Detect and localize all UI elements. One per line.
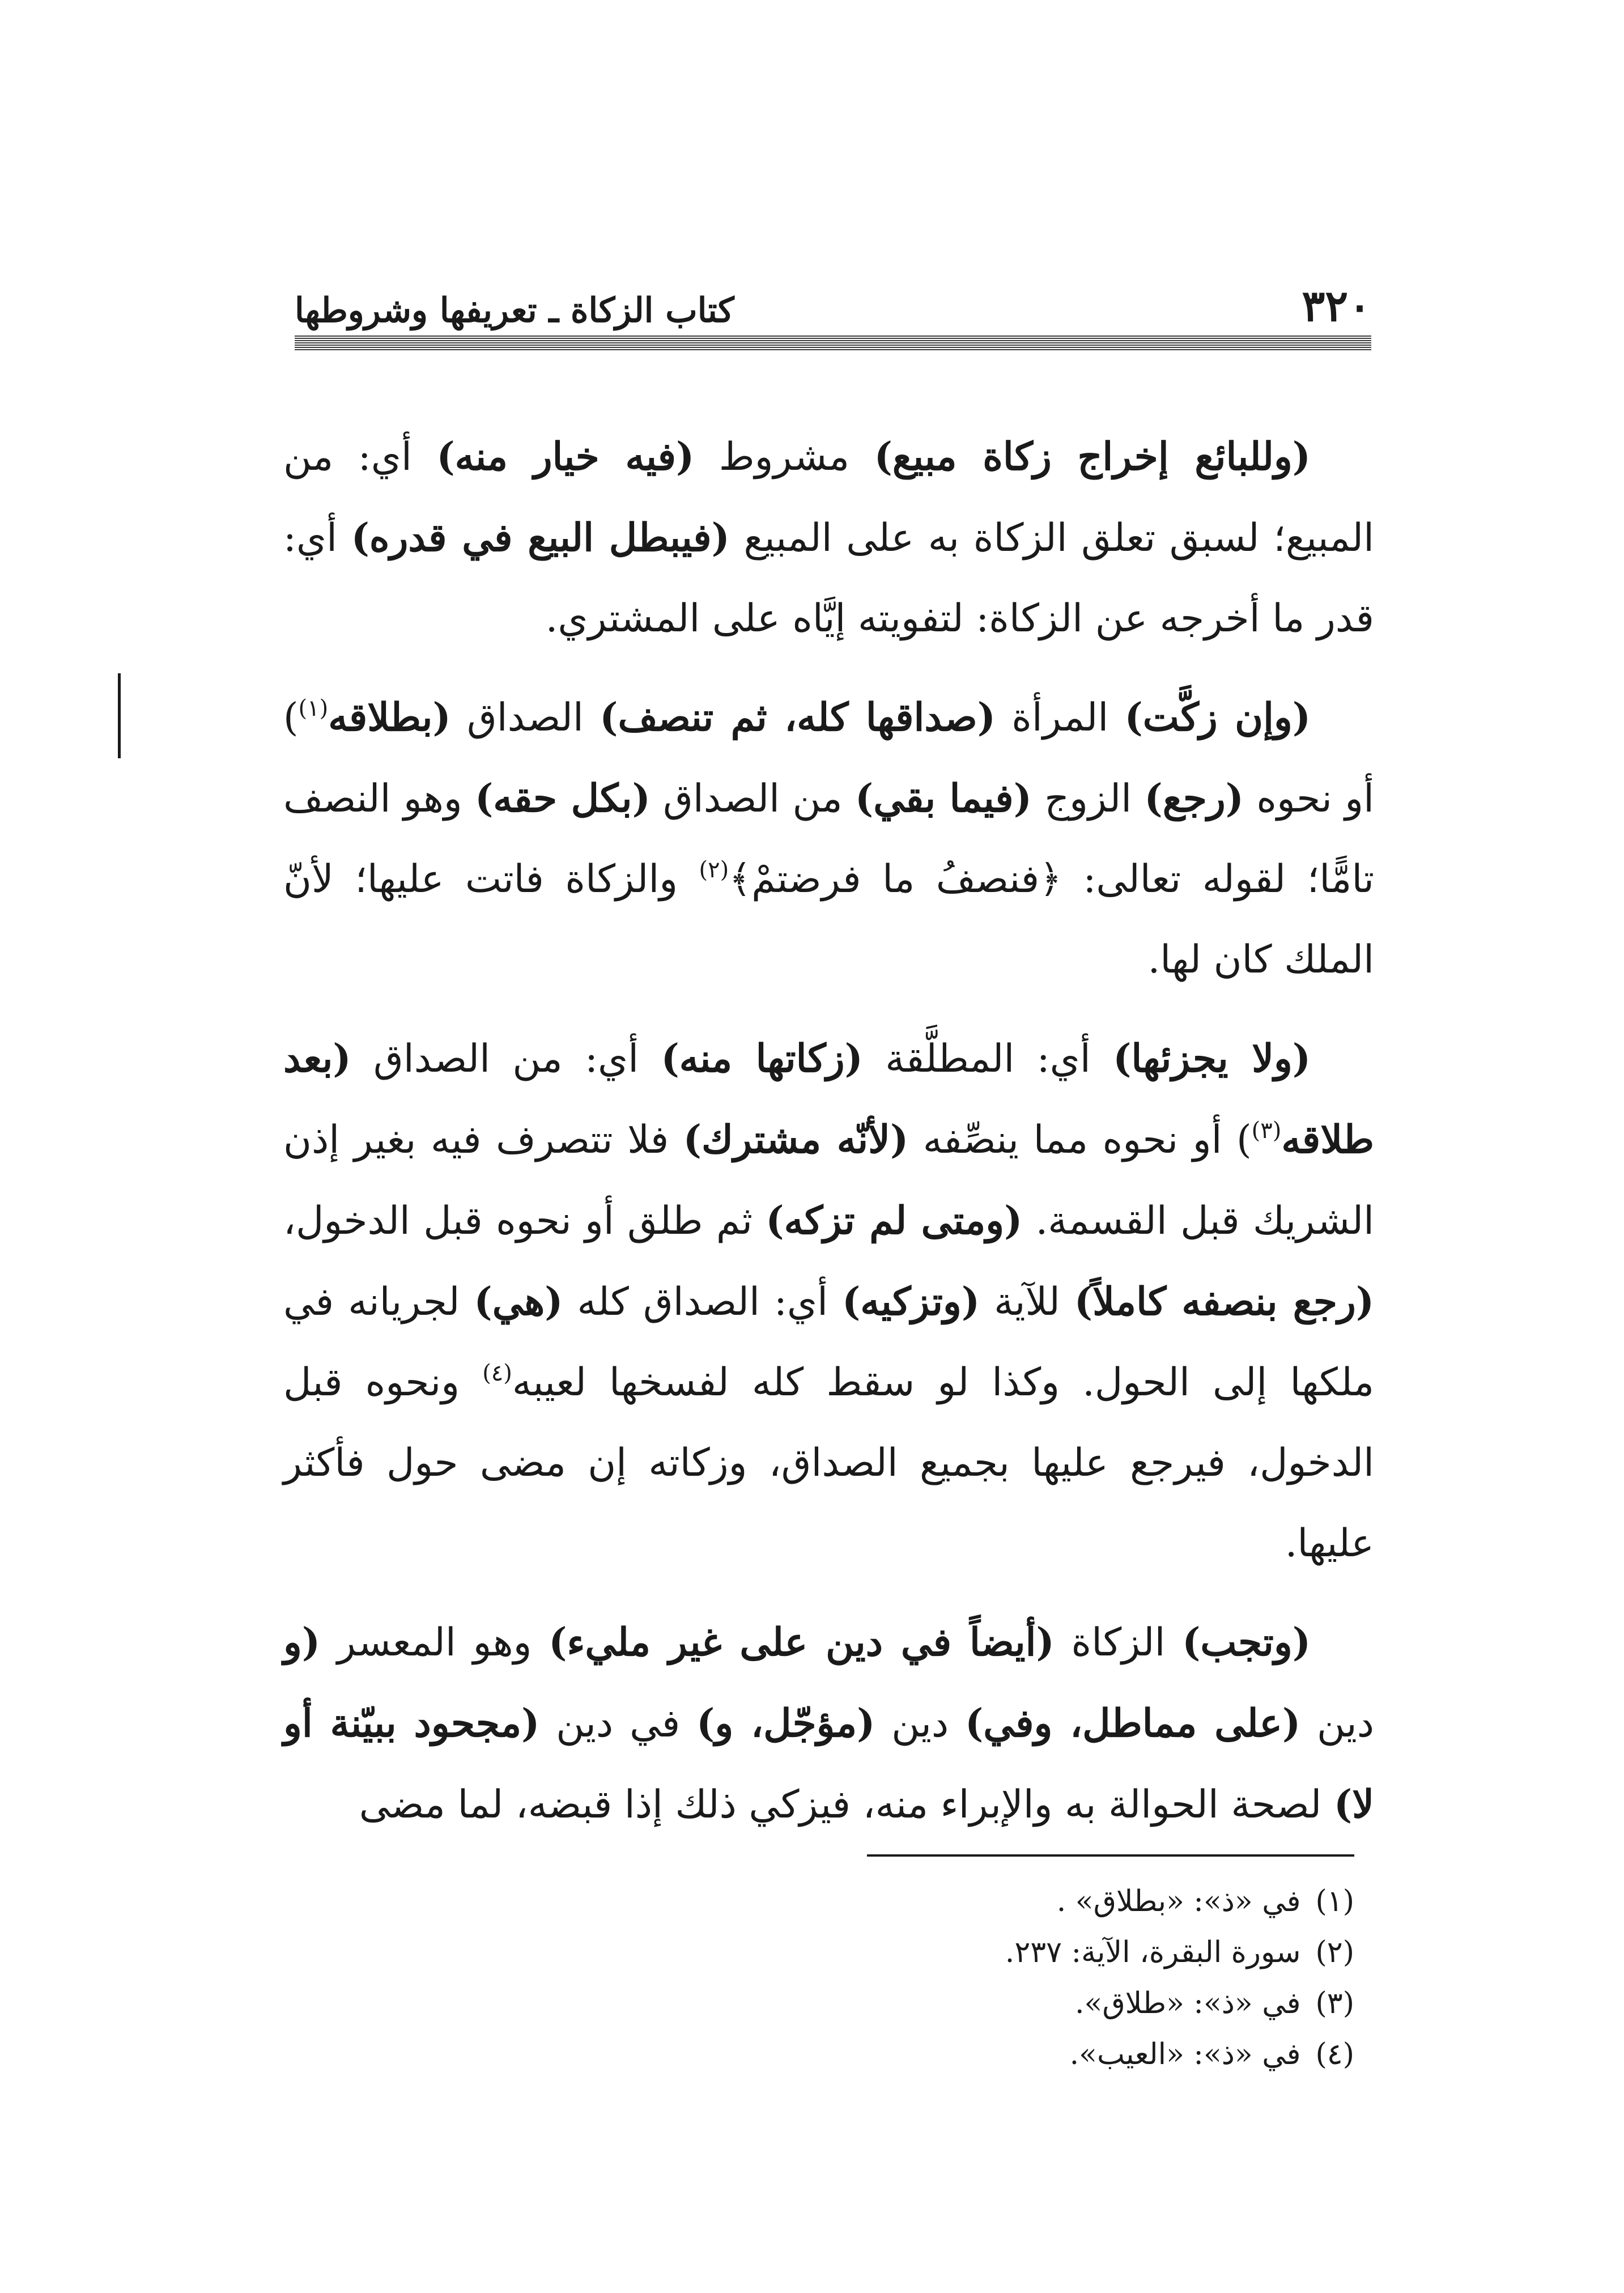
commentary-text: مشروط xyxy=(694,435,874,479)
matn-text: (فيه خيار منه) xyxy=(436,434,695,479)
page-number: ٣٢٠ xyxy=(1302,281,1371,331)
footnote xyxy=(680,1978,1354,2029)
footnote-text: في «ذ»: «العيب». xyxy=(1069,2037,1301,2071)
commentary-text: الزكاة xyxy=(1054,1620,1183,1665)
matn-text: (أيضاً في دين على غير مليء) xyxy=(549,1620,1055,1665)
page-header xyxy=(295,265,1371,331)
commentary-text: الصداق xyxy=(450,695,600,740)
matn-text: (و xyxy=(283,1620,321,1665)
footnote-reference: (٤) xyxy=(482,1360,512,1386)
footnote-number: (٢) xyxy=(1315,1935,1354,1969)
matn-text: (ولا يجزئها) xyxy=(1113,1036,1311,1081)
matn-text: (فيما بقي) xyxy=(855,776,1032,821)
footnote-reference: (٢) xyxy=(699,857,729,883)
paragraph xyxy=(283,1018,1374,1584)
footnote-number: (٣) xyxy=(1315,1986,1354,2020)
commentary-text: الزوج xyxy=(1031,776,1145,821)
matn-text: (مجحود ببيّنة أو لا) xyxy=(283,1701,1374,1827)
matn-text: (رجع بنصفه كاملاً) xyxy=(1074,1279,1374,1324)
footnote-reference: (١) xyxy=(298,695,329,721)
commentary-text: ثم طلق أو نحوه قبل الدخول، xyxy=(283,1199,766,1243)
commentary-text: للآية xyxy=(980,1280,1074,1324)
matn-text: (وتجب) xyxy=(1182,1620,1311,1665)
commentary-text: ) أو نحوه مما ينصِّفه xyxy=(908,1118,1252,1162)
footnote-number: (٤) xyxy=(1315,2037,1354,2071)
margin-mark xyxy=(118,673,121,758)
footnote-reference: (٣) xyxy=(1251,1118,1282,1144)
commentary-text: وهو النصف تامًّا؛ لقوله تعالى: ﴿فنصفُ ما فرضتمْ﴾ xyxy=(283,776,1374,902)
commentary-text: ) أو نحوه xyxy=(283,695,1375,821)
paragraph xyxy=(283,677,1374,1000)
commentary-text: لصحة الحوالة به والإبراء منه، فيزكي ذلك إذا قبضه، لما مضى xyxy=(359,1782,1334,1827)
commentary-text: دين xyxy=(875,1701,966,1746)
paragraph xyxy=(283,1602,1374,1845)
commentary-text: دين xyxy=(1300,1701,1374,1746)
body-text xyxy=(283,417,1374,1863)
footnote xyxy=(680,1876,1354,1927)
matn-text: (صداقها كله، ثم تنصف) xyxy=(600,695,996,740)
commentary-text: والزكاة فاتت عليها؛ لأنّ الملك كان لها. xyxy=(283,857,1374,982)
matn-text: (ومتى لم تزكه) xyxy=(766,1198,1023,1243)
commentary-text: أي: الصداق كله xyxy=(563,1280,843,1324)
running-title: كتاب الزكاة ـ تعريفها وشروطها xyxy=(295,291,734,330)
header-rule xyxy=(295,336,1371,350)
commentary-text: لجريانه في ملكها إلى الحول. وكذا لو سقط كله لفسخها لعيبه xyxy=(283,1280,1374,1405)
commentary-text: أي: من المبيع؛ لسبق تعلق الزكاة به على المبيع xyxy=(283,435,1374,560)
footnotes xyxy=(680,1876,1354,2080)
commentary-text: وهو المعسر xyxy=(320,1620,549,1665)
footnote xyxy=(680,1927,1354,1978)
commentary-text: أي: قدر ما أخرجه عن الزكاة: لتفويته إيَّاه على المشتري. xyxy=(283,516,1374,641)
commentary-text: أي: من الصداق xyxy=(351,1037,661,1081)
matn-text: (رجع) xyxy=(1144,776,1244,821)
footnote xyxy=(680,2029,1354,2080)
footnote-text: في «ذ»: «بطلاق» . xyxy=(1056,1884,1301,1918)
commentary-text: أي: المطلَّقة xyxy=(862,1037,1113,1081)
matn-text: (فيبطل البيع في قدره) xyxy=(351,515,730,560)
matn-text: (على مماطل، وفي) xyxy=(965,1701,1301,1746)
matn-text: (وإن زكَّت) xyxy=(1124,695,1311,740)
commentary-text: ونحوه قبل الدخول، فيرجع عليها بجميع الصداق، وزكاته إن مضى حول فأكثر عليها. xyxy=(283,1360,1374,1566)
footnote-number: (١) xyxy=(1315,1884,1354,1918)
footnote-text: سورة البقرة، الآية: ٢٣٧. xyxy=(1005,1935,1301,1969)
commentary-text: من الصداق xyxy=(650,776,856,821)
matn-text: (زكاتها منه) xyxy=(661,1036,863,1081)
matn-text: (بعد طلاقه xyxy=(283,1036,1374,1162)
footnote-text: في «ذ»: «طلاق». xyxy=(1074,1986,1301,2020)
matn-text: (بكل حقه) xyxy=(475,776,651,821)
matn-text: (وللبائع إخراج زكاة مبيع) xyxy=(874,434,1311,479)
footnote-separator xyxy=(867,1854,1354,1857)
matn-text: (هي) xyxy=(474,1279,563,1324)
matn-text: (بطلاقه xyxy=(328,695,451,740)
paragraph xyxy=(283,417,1374,659)
matn-text: (لأنّه مشترك) xyxy=(683,1117,909,1162)
commentary-text: فلا تتصرف فيه بغير إذن الشريك قبل القسمة. xyxy=(283,1118,1375,1243)
matn-text: (مؤجّل، و) xyxy=(696,1701,875,1746)
matn-text: (وتزكيه) xyxy=(842,1279,980,1324)
commentary-text: المرأة xyxy=(995,695,1125,740)
commentary-text: في دين xyxy=(539,1701,697,1746)
